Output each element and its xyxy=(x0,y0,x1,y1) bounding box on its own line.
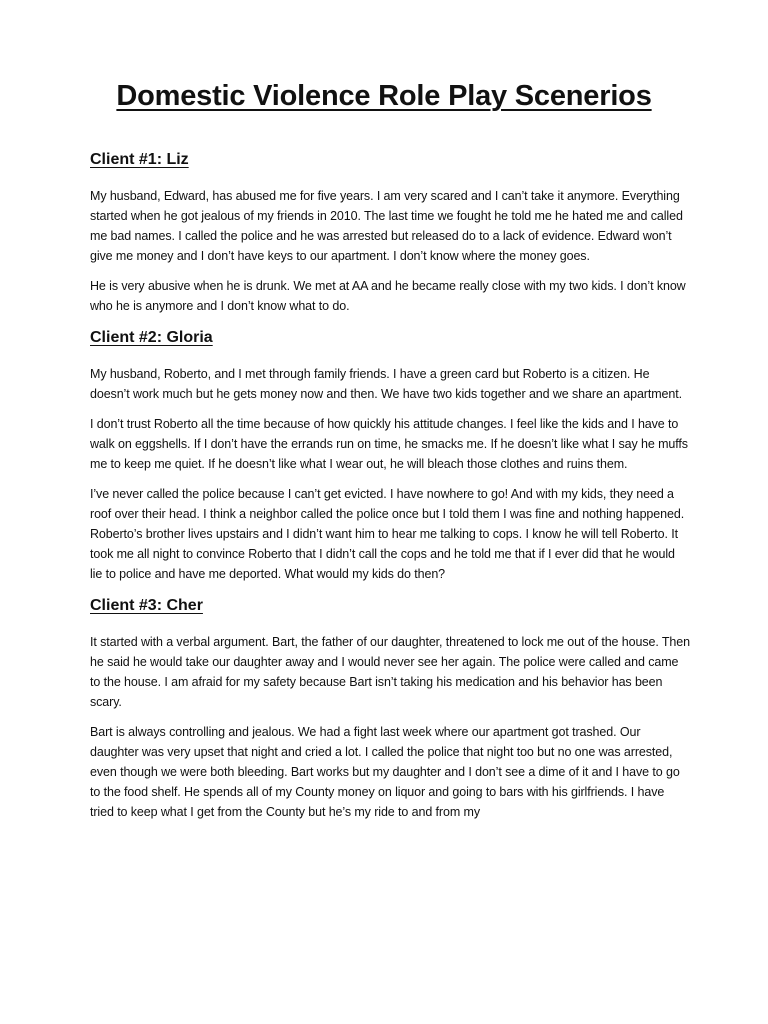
client-section-liz xyxy=(90,148,690,316)
client-section-gloria xyxy=(90,326,690,584)
paragraph: I don’t trust Roberto all the time because of how quickly his attitude changes. I feel like the kids and I have to walk on eggshells. If I don’t have the errands run on time, he smacks me. If he doesn’t like what I say he muffs me to keep me quiet. If he doesn’t like what I wear out, he will bleach those clothes and ruins them. xyxy=(90,417,688,471)
paragraph: My husband, Edward, has abused me for five years. I am very scared and I can’t take it anymore. Everything started when he got jealous of my friends in 2010. The last time we fought he told me he hated me and called me bad names. I called the police and he was arrested but released do to a lack of evidence. Edward won’t give me money and I don’t have keys to our apartment. I don’t know where the money goes. xyxy=(90,189,683,263)
client-heading: Client #3: Cher xyxy=(90,597,203,614)
paragraph: He is very abusive when he is drunk. We met at AA and he became really close with my two kids. I don’t know who he is anymore and I don’t know what to do. xyxy=(90,279,686,313)
client-section-cher xyxy=(90,594,690,822)
paragraph: My husband, Roberto, and I met through family friends. I have a green card but Roberto is a citizen. He doesn’t work much but he gets money now and then. We have two kids together and we share an apartment. xyxy=(90,367,683,401)
client-heading: Client #2: Gloria xyxy=(90,329,213,346)
document-title: Domestic Violence Role Play Scenerios xyxy=(116,80,652,112)
paragraph: I’ve never called the police because I can’t get evicted. I have nowhere to go! And with my kids, they need a roof over their head. I think a neighbor called the police once but I told them I was fine and nothing happened. Roberto’s brother lives upstairs and I didn’t want him to hear me talking to cops. I know he will tell Roberto. It took me all night to convince Roberto that I didn’t call the cops and he told me that if I ever did that he would lie to police and have me deported. What would my kids do then? xyxy=(90,487,685,581)
document-body xyxy=(90,148,690,832)
paragraph: Bart is always controlling and jealous. We had a fight last week where our apartment got trashed. Our daughter was very upset that night and cried a lot. I called the police that night too but no one was arrested, even though we were both bleeding. Bart works but my daughter and I don’t see a dime of it and I have to go to the food shelf. He spends all of my County money on liquor and going to bars with his girlfriends. I have tried to keep what I get from the County but he’s my ride to and from my xyxy=(90,725,680,819)
client-heading: Client #1: Liz xyxy=(90,151,189,168)
paragraph: It started with a verbal argument. Bart, the father of our daughter, threatened to lock me out of the house. Then he said he would take our daughter away and I would never see her again. The police were called and came to the house. I am afraid for my safety because Bart isn’t taking his medication and his behavior has been scary. xyxy=(90,635,690,709)
